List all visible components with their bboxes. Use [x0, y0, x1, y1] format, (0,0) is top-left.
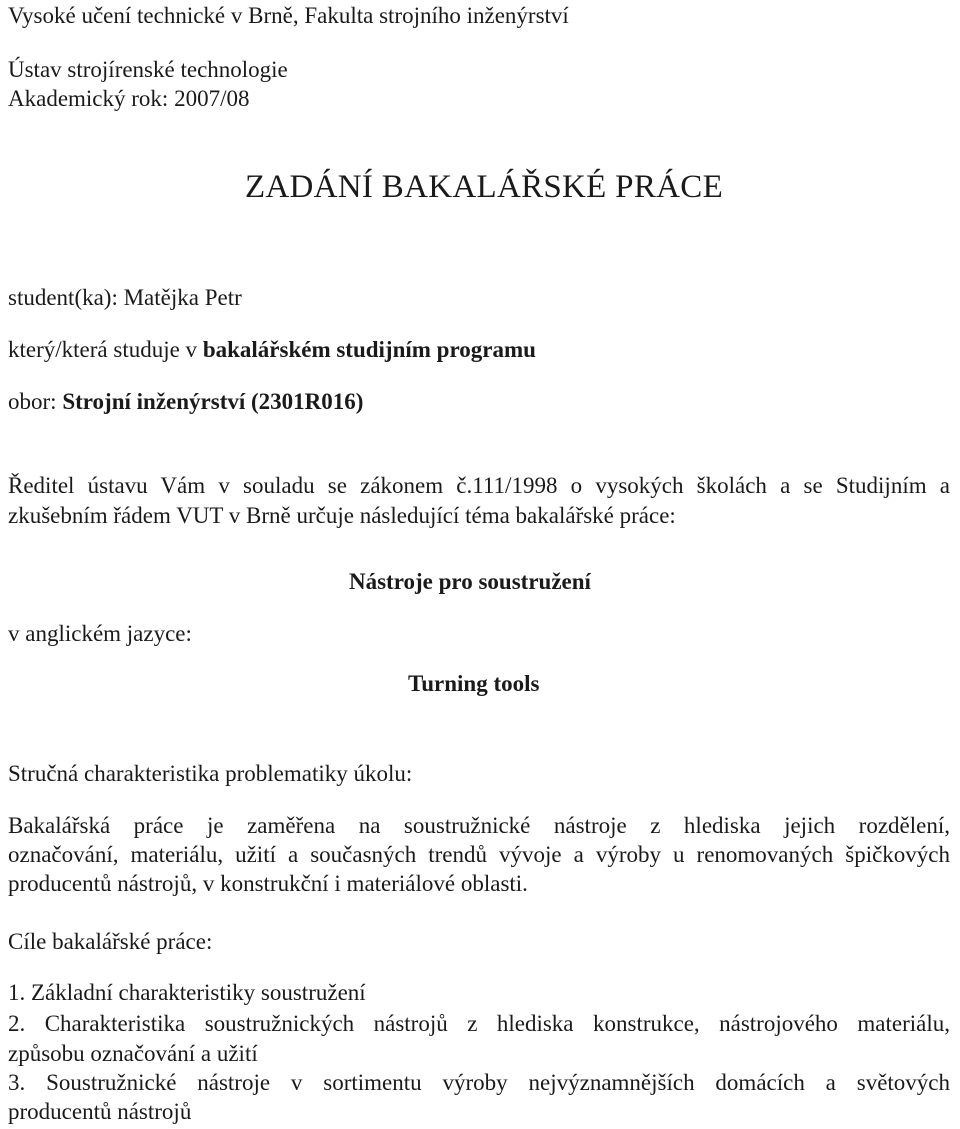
field-label: obor:: [8, 389, 63, 414]
student-line: [8, 284, 242, 312]
characteristics-line-1: Bakalářská práce je zaměřena na soustružnické nástroje z hlediska jejich rozdělení,: [8, 813, 950, 838]
characteristics-line-2: označování, materiálu, užití a současných trendů vývoje a výroby u renomovaných špičkových: [8, 842, 950, 867]
topic-czech: Nástroje pro soustružení: [349, 569, 591, 594]
student-name: Matějka Petr: [123, 285, 242, 310]
characteristics-line-3: producentů nástrojů, v konstrukční i materiálové oblasti.: [8, 871, 528, 896]
english-label: v anglickém jazyce:: [8, 621, 192, 646]
field-line: [8, 388, 363, 416]
characteristics-heading: Stručná charakteristika problematiky úkolu:: [8, 761, 413, 786]
goal-item-2-line-1: 2. Charakteristika soustružnických nástrojů z hlediska konstrukce, nástrojového materiálu,: [8, 1011, 950, 1036]
goal-item-3-line-2: producentů nástrojů: [8, 1099, 192, 1124]
program-name: bakalářském studijním programu: [202, 337, 536, 362]
topic-english: Turning tools: [408, 671, 540, 696]
goal-item-3-line-1: 3. Soustružnické nástroje v sortimentu výroby nejvýznamnějších domácích a světových: [8, 1070, 950, 1095]
goal-item-2-line-2: způsobu označování a užití: [8, 1041, 258, 1066]
goal-item-1: 1. Základní charakteristiky soustružení: [8, 980, 366, 1005]
intro-line-1: Ředitel ústavu Vám v souladu se zákonem č.111/1998 o vysokých školách a se Studijním a: [8, 473, 950, 498]
department-line: Ústav strojírenské technologie: [8, 57, 288, 82]
student-label: student(ka):: [8, 285, 118, 310]
institution-line: Vysoké učení technické v Brně, Fakulta strojního inženýrství: [8, 3, 569, 28]
academic-year-line: Akademický rok: 2007/08: [8, 86, 250, 111]
intro-line-2: zkušebním řádem VUT v Brně určuje následující téma bakalářské práce:: [8, 503, 676, 528]
program-prefix: který/která studuje v: [8, 337, 203, 362]
document-title: ZADÁNÍ BAKALÁŘSKÉ PRÁCE: [244, 169, 724, 205]
field-code: (2301R016): [251, 389, 364, 414]
program-line: [8, 336, 536, 364]
goals-heading: Cíle bakalářské práce:: [8, 929, 213, 954]
field-name: Strojní inženýrství: [62, 389, 246, 414]
